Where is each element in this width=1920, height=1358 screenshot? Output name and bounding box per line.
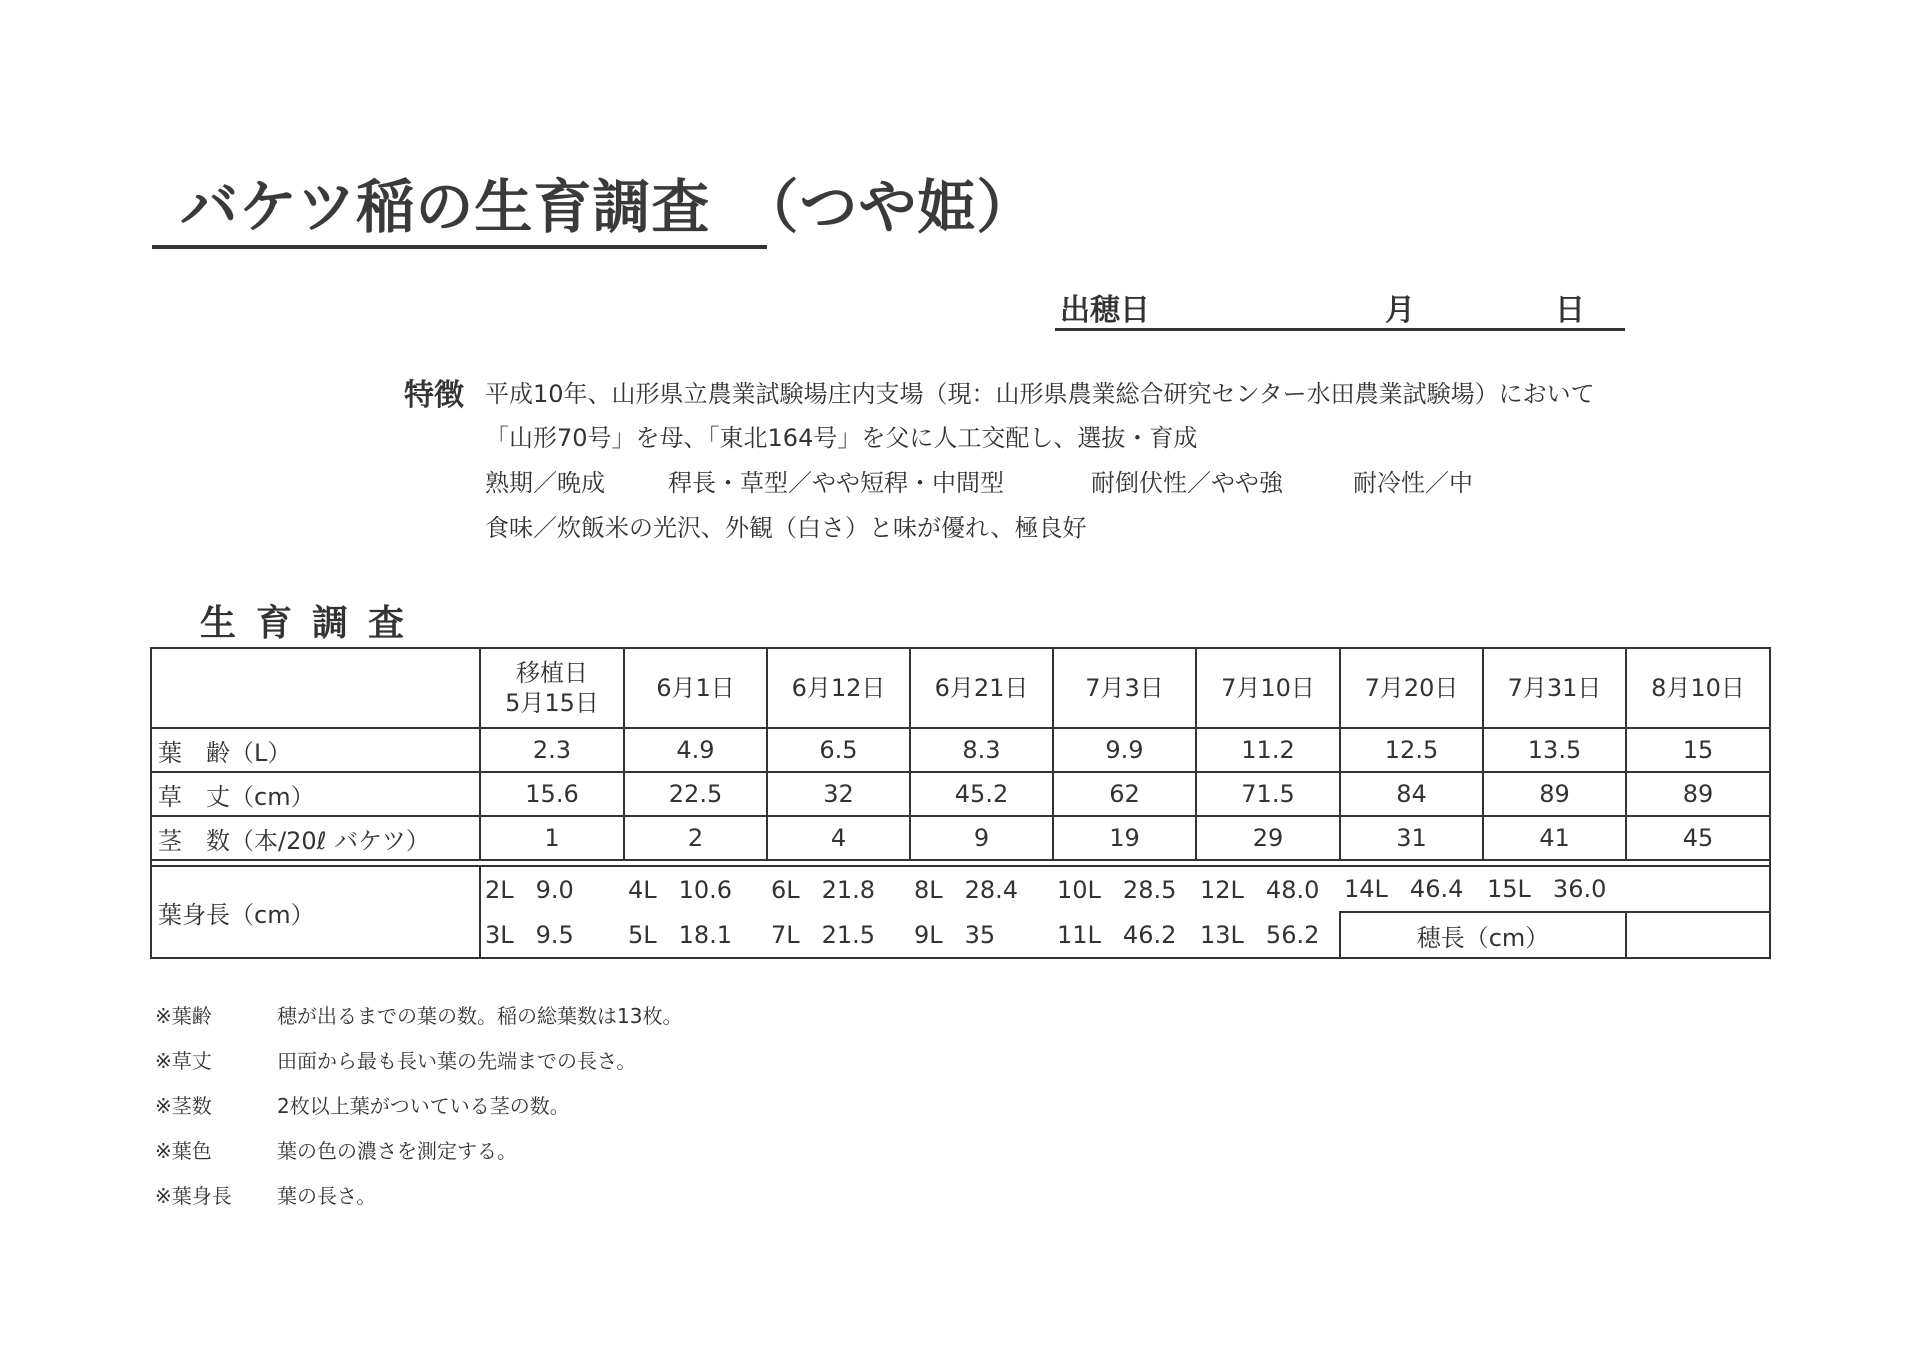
value-cell: 4 [767,816,910,860]
features-line-4: 食味／炊飯米の光沢、外観（白さ）と味が優れ、極良好 [485,514,1087,542]
features-line-1: 平成10年、山形県立農業試験場庄内支場（現：山形県農業総合研究センター水田農業試験場）において [485,380,1595,408]
value-cell: 22.5 [624,772,767,816]
feature-maturity: 熟期／晩成 [485,469,605,497]
value-cell: 29 [1196,816,1340,860]
blade-cell: 2L 9.0 [480,866,624,912]
note-text: 穂が出るまでの葉の数。稲の総葉数は13枚。 [277,1004,683,1028]
value-cell: 12.5 [1340,728,1483,772]
blade-cell: 14L 46.4 [1340,866,1483,912]
heading-date-day: 日 [1555,293,1585,328]
blade-cell: 13L 56.2 [1196,912,1340,958]
date-cell: 7月10日 [1196,648,1340,728]
note-text: 2枚以上葉がついている茎の数。 [277,1094,570,1118]
row-label-leaf-age: 葉 齢（L） [151,728,480,772]
feature-cold: 耐冷性／中 [1353,469,1473,497]
date-cell: 6月12日 [767,648,910,728]
value-cell: 9 [910,816,1053,860]
page-title: バケツ稲の生育調査 （つや姫） [180,173,1036,241]
blade-cell: 9L 35 [910,912,1053,958]
value-cell: 71.5 [1196,772,1340,816]
value-cell: 89 [1626,772,1770,816]
section-title: 生育調査 [200,603,425,644]
note-text: 葉の長さ。 [277,1184,377,1208]
growth-survey-table [150,647,1771,959]
value-cell: 11.2 [1196,728,1340,772]
note-key: ※草丈 [155,1049,212,1073]
date-cell: 7月3日 [1053,648,1196,728]
features-label: 特徴 [404,378,464,413]
note-text: 田面から最も長い葉の先端までの長さ。 [277,1049,637,1073]
blade-cell: 5L 18.1 [624,912,767,958]
panicle-length-label: 穂長（cm） [1340,912,1626,958]
blade-cell: 8L 28.4 [910,866,1053,912]
value-cell: 45.2 [910,772,1053,816]
note-key: ※葉身長 [155,1184,232,1208]
table-row [151,728,1770,772]
blade-cell: 10L 28.5 [1053,866,1196,912]
title-underline [152,245,767,249]
heading-date-underline [1055,328,1625,331]
value-cell: 15 [1626,728,1770,772]
value-cell: 15.6 [480,772,624,816]
heading-date [1060,285,1585,329]
features-line-2: 「山形70号」を母、「東北164号」を父に人工交配し、選抜・育成 [485,424,1198,452]
feature-lodging: 耐倒伏性／やや強 [1091,469,1283,497]
value-cell: 19 [1053,816,1196,860]
value-cell: 4.9 [624,728,767,772]
table-row [151,816,1770,860]
panicle-length-value [1626,912,1770,958]
table-header-row [151,648,1770,728]
value-cell: 2.3 [480,728,624,772]
date-cell: 7月31日 [1483,648,1626,728]
blade-cell: 11L 46.2 [1053,912,1196,958]
value-cell: 9.9 [1053,728,1196,772]
table-row [151,772,1770,816]
heading-date-label: 出穂日 [1060,293,1150,328]
value-cell: 13.5 [1483,728,1626,772]
heading-date-month: 月 [1385,293,1415,328]
blade-cell: 6L 21.8 [767,866,910,912]
row-label-stem-count: 茎 数（本/20ℓ バケツ） [151,816,480,860]
blade-cell: 4L 10.6 [624,866,767,912]
date-cell: 8月10日 [1626,648,1770,728]
feature-culm: 稈長・草型／やや短稈・中間型 [668,469,1004,497]
value-cell: 8.3 [910,728,1053,772]
blade-empty-cell [1626,866,1770,912]
value-cell: 62 [1053,772,1196,816]
date-cell: 6月21日 [910,648,1053,728]
blade-cell: 15L 36.0 [1483,866,1626,912]
date-cell: 7月20日 [1340,648,1483,728]
value-cell: 1 [480,816,624,860]
value-cell: 6.5 [767,728,910,772]
value-cell: 89 [1483,772,1626,816]
note-key: ※葉齢 [155,1004,212,1028]
value-cell: 2 [624,816,767,860]
blade-cell: 12L 48.0 [1196,866,1340,912]
value-cell: 84 [1340,772,1483,816]
value-cell: 41 [1483,816,1626,860]
date-cell: 6月1日 [624,648,767,728]
note-text: 葉の色の濃さを測定する。 [277,1139,517,1163]
row-label-plant-height: 草 丈（cm） [151,772,480,816]
value-cell: 45 [1626,816,1770,860]
note-key: ※葉色 [155,1139,212,1163]
blade-cell: 7L 21.5 [767,912,910,958]
blade-cell: 3L 9.5 [480,912,624,958]
header-blank-cell [151,648,480,728]
date-cell: 移植日 5月15日 [480,648,624,728]
blade-row-1 [151,866,1770,912]
value-cell: 31 [1340,816,1483,860]
note-key: ※茎数 [155,1094,212,1118]
row-label-blade-length: 葉身長（cm） [151,866,480,958]
value-cell: 32 [767,772,910,816]
